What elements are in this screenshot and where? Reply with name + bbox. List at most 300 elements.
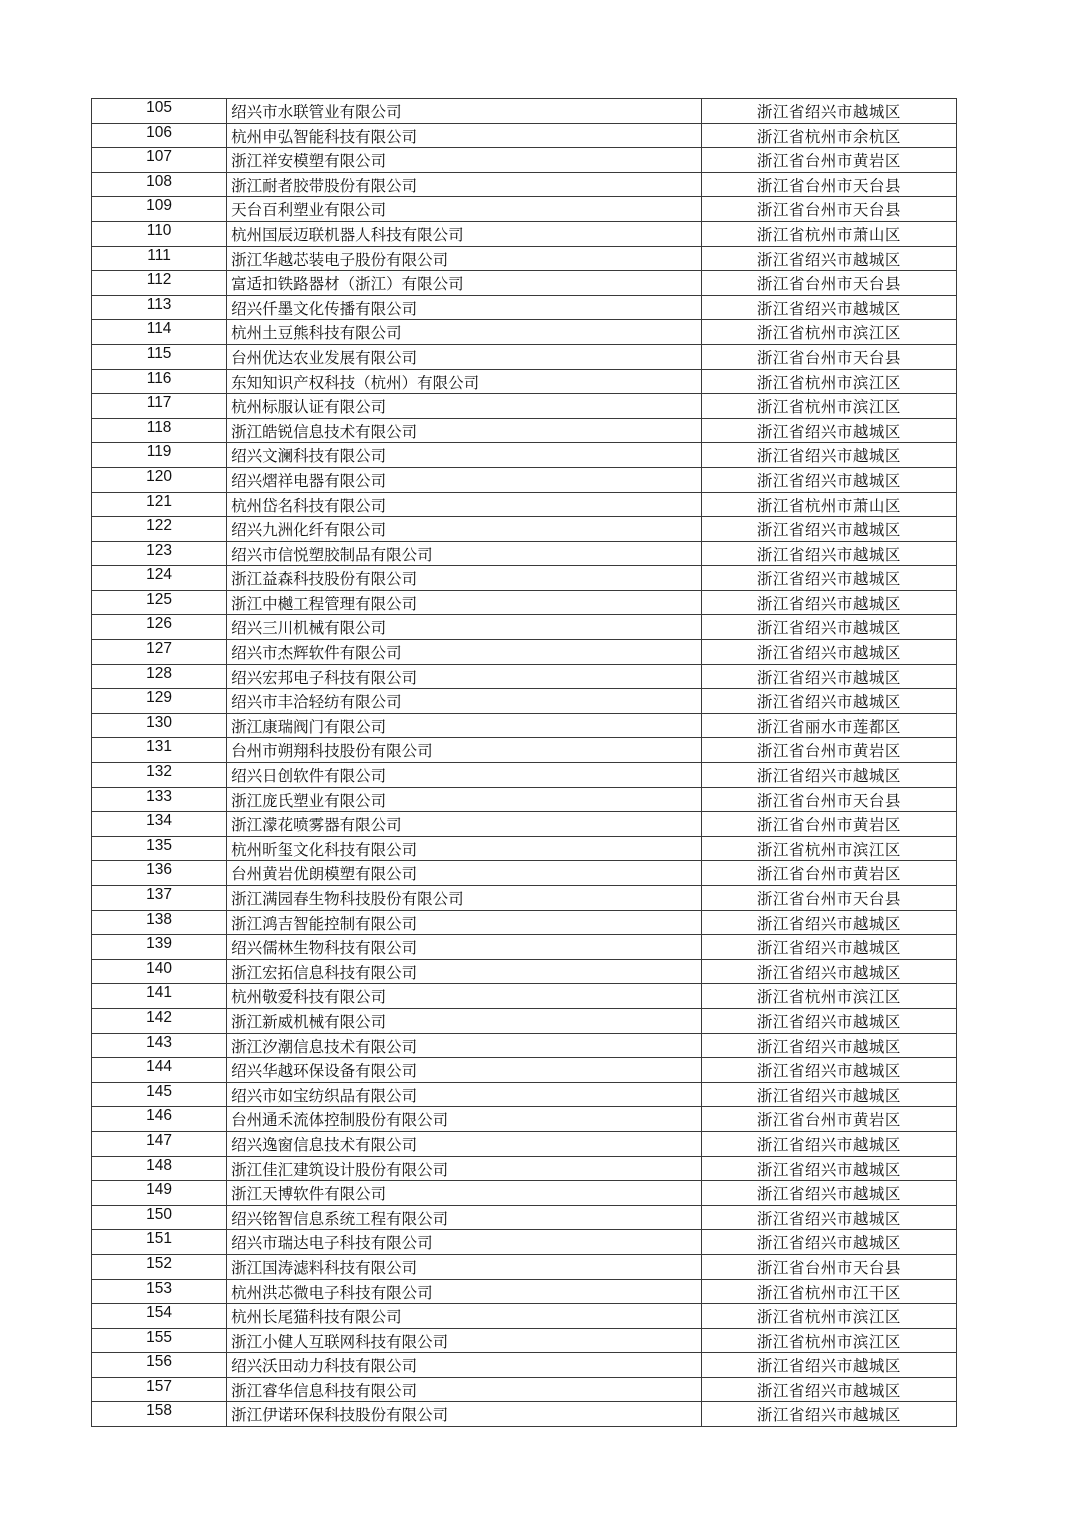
company-name: [227, 738, 702, 763]
company-location: [701, 861, 956, 886]
company-location: [701, 1131, 956, 1156]
company-name: [227, 197, 702, 222]
company-location-text: 浙江省绍兴市越城区: [756, 299, 901, 318]
company-location-text: 浙江省杭州市滨江区: [756, 840, 901, 859]
row-number: 108: [92, 172, 227, 197]
row-number: 136: [92, 861, 227, 886]
company-name: [227, 123, 702, 148]
row-number: 139: [92, 935, 227, 960]
company-location: [701, 812, 956, 837]
company-name: [227, 1254, 702, 1279]
company-name: [227, 99, 702, 124]
company-location: [701, 123, 956, 148]
company-location: [701, 1230, 956, 1255]
table-row: [92, 492, 957, 517]
company-location: [701, 910, 956, 935]
company-location: [701, 320, 956, 345]
company-name-text: 浙江满园春生物科技股份有限公司: [231, 890, 464, 908]
company-name: [227, 590, 702, 615]
company-location-text: 浙江省台州市黄岩区: [756, 152, 901, 171]
company-name-text: 浙江濛花喷雾器有限公司: [231, 816, 402, 835]
row-number: 142: [92, 1008, 227, 1033]
row-number: 145: [92, 1082, 227, 1107]
company-name-text: 浙江益森科技股份有限公司: [231, 570, 418, 589]
table-body: [92, 99, 957, 1427]
row-number: 123: [92, 541, 227, 566]
table-row: [92, 935, 957, 960]
company-name-text: 天台百利塑业有限公司: [231, 201, 387, 220]
company-location: [701, 172, 956, 197]
company-name-text: 浙江伊诺环保科技股份有限公司: [231, 1406, 449, 1425]
company-location-text: 浙江省杭州市滨江区: [756, 398, 901, 417]
row-number: 135: [92, 836, 227, 861]
company-name-text: 绍兴沃田动力科技有限公司: [231, 1357, 418, 1376]
table-row: [92, 566, 957, 591]
company-location: [701, 1156, 956, 1181]
company-name: [227, 172, 702, 197]
row-number: 107: [92, 148, 227, 173]
row-number: 153: [92, 1279, 227, 1304]
row-number: 155: [92, 1328, 227, 1353]
company-location: [701, 295, 956, 320]
company-name: [227, 1279, 702, 1304]
company-location-text: 浙江省杭州市滨江区: [756, 1308, 901, 1327]
company-name: [227, 1008, 702, 1033]
company-name: [227, 713, 702, 738]
company-name: [227, 763, 702, 788]
company-location-text: 浙江省绍兴市越城区: [756, 521, 901, 540]
company-location-text: 浙江省杭州市萧山区: [756, 496, 901, 515]
company-location-text: 浙江省绍兴市越城区: [756, 1012, 901, 1031]
company-name: [227, 221, 702, 246]
company-name: [227, 566, 702, 591]
company-location-text: 浙江省台州市黄岩区: [756, 865, 901, 884]
table-row: [92, 1082, 957, 1107]
company-name-text: 杭州标服认证有限公司: [231, 398, 387, 417]
company-location: [701, 713, 956, 738]
table-row: [92, 861, 957, 886]
company-name: [227, 787, 702, 812]
row-number: 158: [92, 1402, 227, 1427]
company-location-text: 浙江省杭州市滨江区: [756, 373, 901, 392]
table-row: [92, 1181, 957, 1206]
table-row: [92, 763, 957, 788]
company-location: [701, 615, 956, 640]
company-location: [701, 1082, 956, 1107]
company-name-text: 绍兴宏邦电子科技有限公司: [231, 668, 418, 687]
row-number: 137: [92, 886, 227, 911]
company-location-text: 浙江省杭州市滨江区: [756, 1332, 901, 1351]
company-name-text: 杭州申弘智能科技有限公司: [231, 127, 418, 146]
company-name-text: 浙江佳汇建筑设计股份有限公司: [231, 1160, 449, 1179]
company-name: [227, 935, 702, 960]
row-number: 111: [92, 246, 227, 271]
company-location-text: 浙江省绍兴市越城区: [756, 1357, 901, 1376]
company-name: [227, 418, 702, 443]
table-row: [92, 418, 957, 443]
company-location-text: 浙江省绍兴市越城区: [756, 1135, 901, 1154]
row-number: 131: [92, 738, 227, 763]
row-number: 156: [92, 1353, 227, 1378]
company-name: [227, 664, 702, 689]
row-number: 127: [92, 640, 227, 665]
row-number: 110: [92, 221, 227, 246]
company-location-text: 浙江省绍兴市越城区: [756, 422, 901, 441]
company-location: [701, 959, 956, 984]
company-name-text: 杭州昕玺文化科技有限公司: [231, 840, 418, 859]
company-location: [701, 517, 956, 542]
row-number: 144: [92, 1058, 227, 1083]
table-row: [92, 1377, 957, 1402]
company-name: [227, 1181, 702, 1206]
company-location: [701, 271, 956, 296]
row-number: 143: [92, 1033, 227, 1058]
company-location: [701, 787, 956, 812]
table-row: [92, 836, 957, 861]
company-name: [227, 886, 702, 911]
company-location-text: 浙江省绍兴市越城区: [756, 914, 901, 933]
company-name-text: 绍兴文澜科技有限公司: [231, 447, 387, 466]
table-row: [92, 246, 957, 271]
company-name-text: 浙江皓锐信息技术有限公司: [231, 422, 418, 441]
company-name-text: 浙江国涛滤料科技有限公司: [231, 1258, 418, 1277]
table-row: [92, 99, 957, 124]
company-name-text: 绍兴三川机械有限公司: [231, 619, 387, 638]
company-name-text: 绍兴市丰洽轻纺有限公司: [231, 693, 402, 712]
row-number: 120: [92, 467, 227, 492]
company-location-text: 浙江省杭州市滨江区: [756, 988, 901, 1007]
row-number: 140: [92, 959, 227, 984]
row-number: 113: [92, 295, 227, 320]
table-row: [92, 1328, 957, 1353]
table-row: [92, 123, 957, 148]
row-number: 116: [92, 369, 227, 394]
company-name: [227, 640, 702, 665]
company-name: [227, 836, 702, 861]
company-location-text: 浙江省绍兴市越城区: [756, 250, 901, 269]
table-row: [92, 959, 957, 984]
company-location: [701, 394, 956, 419]
company-name-text: 绍兴市信悦塑胶制品有限公司: [231, 545, 433, 564]
table-row: [92, 1058, 957, 1083]
company-name-text: 台州黄岩优朗模塑有限公司: [231, 865, 418, 884]
table-row: [92, 1107, 957, 1132]
company-location: [701, 443, 956, 468]
company-name-text: 绍兴铭智信息系统工程有限公司: [231, 1209, 449, 1228]
company-name: [227, 369, 702, 394]
company-location-text: 浙江省台州市天台县: [756, 890, 901, 908]
company-name-text: 浙江华越芯装电子股份有限公司: [231, 250, 449, 269]
table-row: [92, 910, 957, 935]
table-row: [92, 984, 957, 1009]
company-location-text: 浙江省绍兴市越城区: [756, 1160, 901, 1179]
company-name: [227, 1131, 702, 1156]
company-name-text: 浙江中樾工程管理有限公司: [231, 594, 418, 613]
table-row: [92, 1353, 957, 1378]
company-name-text: 绍兴儒林生物科技有限公司: [231, 939, 418, 958]
company-location: [701, 99, 956, 124]
row-number: 147: [92, 1131, 227, 1156]
company-location: [701, 984, 956, 1009]
company-location: [701, 418, 956, 443]
company-name-text: 杭州岱名科技有限公司: [231, 496, 387, 515]
company-location-text: 浙江省杭州市滨江区: [756, 324, 901, 343]
company-location: [701, 221, 956, 246]
row-number: 149: [92, 1181, 227, 1206]
company-location-text: 浙江省台州市黄岩区: [756, 742, 901, 761]
row-number: 148: [92, 1156, 227, 1181]
table-row: [92, 148, 957, 173]
company-name-text: 台州通禾流体控制股份有限公司: [231, 1111, 449, 1130]
company-name: [227, 1402, 702, 1427]
table-row: [92, 295, 957, 320]
row-number: 141: [92, 984, 227, 1009]
company-name: [227, 861, 702, 886]
company-location: [701, 640, 956, 665]
company-location: [701, 197, 956, 222]
table-row: [92, 1131, 957, 1156]
company-location-text: 浙江省台州市天台县: [756, 176, 901, 195]
company-location: [701, 1353, 956, 1378]
table-row: [92, 443, 957, 468]
row-number: 150: [92, 1205, 227, 1230]
company-name-text: 绍兴市如宝纺织品有限公司: [231, 1086, 418, 1105]
company-name: [227, 246, 702, 271]
company-location-text: 浙江省绍兴市越城区: [756, 1062, 901, 1081]
row-number: 125: [92, 590, 227, 615]
company-location-text: 浙江省台州市黄岩区: [756, 1111, 901, 1130]
company-location-text: 浙江省绍兴市越城区: [756, 1234, 901, 1253]
company-location-text: 浙江省杭州市余杭区: [756, 127, 901, 146]
company-location-text: 浙江省台州市天台县: [756, 201, 901, 220]
row-number: 105: [92, 99, 227, 124]
company-location: [701, 886, 956, 911]
company-location-text: 浙江省杭州市江干区: [756, 1283, 901, 1302]
company-name-text: 绍兴市瑞达电子科技有限公司: [231, 1234, 433, 1253]
company-location-text: 浙江省绍兴市越城区: [756, 1406, 901, 1425]
row-number: 112: [92, 271, 227, 296]
company-location-text: 浙江省绍兴市越城区: [756, 668, 901, 687]
company-location: [701, 1279, 956, 1304]
company-location: [701, 566, 956, 591]
company-location: [701, 1033, 956, 1058]
company-name: [227, 394, 702, 419]
row-number: 126: [92, 615, 227, 640]
company-name-text: 绍兴日创软件有限公司: [231, 767, 387, 786]
company-name-text: 浙江小健人互联网科技有限公司: [231, 1332, 449, 1351]
table-row: [92, 812, 957, 837]
table-row: [92, 271, 957, 296]
row-number: 152: [92, 1254, 227, 1279]
company-name: [227, 271, 702, 296]
table-row: [92, 344, 957, 369]
company-location-text: 浙江省绍兴市越城区: [756, 1381, 901, 1400]
table-row: [92, 615, 957, 640]
company-location: [701, 344, 956, 369]
company-location-text: 浙江省绍兴市越城区: [756, 963, 901, 982]
company-location: [701, 1254, 956, 1279]
company-name: [227, 467, 702, 492]
company-name-text: 富适扣铁路器材（浙江）有限公司: [231, 275, 464, 294]
row-number: 124: [92, 566, 227, 591]
table-row: [92, 197, 957, 222]
company-location: [701, 1304, 956, 1329]
company-name-text: 浙江睿华信息科技有限公司: [231, 1381, 418, 1400]
row-number: 109: [92, 197, 227, 222]
company-name: [227, 1353, 702, 1378]
company-name-text: 浙江祥安模塑有限公司: [231, 152, 387, 171]
company-name: [227, 148, 702, 173]
company-location-text: 浙江省绍兴市越城区: [756, 103, 901, 121]
table-row: [92, 1304, 957, 1329]
company-location: [701, 541, 956, 566]
table-row: [92, 320, 957, 345]
company-location-text: 浙江省绍兴市越城区: [756, 1037, 901, 1056]
company-name-text: 东知知识产权科技（杭州）有限公司: [231, 373, 480, 392]
table-row: [92, 886, 957, 911]
company-name: [227, 517, 702, 542]
row-number: 130: [92, 713, 227, 738]
company-location-text: 浙江省台州市天台县: [756, 791, 901, 810]
company-location-text: 浙江省台州市天台县: [756, 348, 901, 367]
company-name: [227, 1107, 702, 1132]
company-location: [701, 1205, 956, 1230]
company-location: [701, 1181, 956, 1206]
company-name: [227, 295, 702, 320]
company-location: [701, 1328, 956, 1353]
table-row: [92, 1402, 957, 1427]
company-name-text: 绍兴熠祥电器有限公司: [231, 471, 387, 490]
row-number: 117: [92, 394, 227, 419]
row-number: 106: [92, 123, 227, 148]
company-name: [227, 689, 702, 714]
company-name-text: 绍兴华越环保设备有限公司: [231, 1062, 418, 1081]
company-name-text: 杭州国辰迈联机器人科技有限公司: [231, 225, 464, 244]
company-name: [227, 1082, 702, 1107]
company-location: [701, 836, 956, 861]
table-row: [92, 640, 957, 665]
company-location-text: 浙江省绍兴市越城区: [756, 447, 901, 466]
company-name: [227, 541, 702, 566]
row-number: 122: [92, 517, 227, 542]
row-number: 154: [92, 1304, 227, 1329]
company-location: [701, 1107, 956, 1132]
company-name: [227, 1033, 702, 1058]
table-row: [92, 1254, 957, 1279]
company-name-text: 浙江耐者胶带股份有限公司: [231, 176, 418, 195]
company-name: [227, 615, 702, 640]
company-name-text: 绍兴市杰辉软件有限公司: [231, 644, 402, 663]
company-location: [701, 492, 956, 517]
company-name-text: 绍兴市水联管业有限公司: [231, 103, 402, 121]
company-location-text: 浙江省绍兴市越城区: [756, 1086, 901, 1105]
company-name-text: 绍兴逸窗信息技术有限公司: [231, 1135, 418, 1154]
company-name: [227, 959, 702, 984]
company-name-text: 浙江宏拓信息科技有限公司: [231, 963, 418, 982]
row-number: 151: [92, 1230, 227, 1255]
company-name: [227, 1230, 702, 1255]
row-number: 114: [92, 320, 227, 345]
table-row: [92, 1205, 957, 1230]
row-number: 133: [92, 787, 227, 812]
company-name: [227, 492, 702, 517]
company-name-text: 绍兴九洲化纤有限公司: [231, 521, 387, 540]
company-location: [701, 148, 956, 173]
row-number: 146: [92, 1107, 227, 1132]
table-row: [92, 713, 957, 738]
row-number: 129: [92, 689, 227, 714]
company-name-text: 浙江新威机械有限公司: [231, 1012, 387, 1031]
company-location: [701, 1008, 956, 1033]
table-row: [92, 1033, 957, 1058]
company-name-text: 浙江鸿吉智能控制有限公司: [231, 914, 418, 933]
row-number: 128: [92, 664, 227, 689]
company-location: [701, 689, 956, 714]
company-name: [227, 320, 702, 345]
company-location-text: 浙江省杭州市萧山区: [756, 225, 901, 244]
company-name-text: 浙江庞氏塑业有限公司: [231, 791, 387, 810]
company-location-text: 浙江省台州市天台县: [756, 1258, 901, 1277]
company-name: [227, 1377, 702, 1402]
company-name: [227, 984, 702, 1009]
table-row: [92, 738, 957, 763]
table-row: [92, 689, 957, 714]
company-location: [701, 369, 956, 394]
table-row: [92, 369, 957, 394]
company-location: [701, 1377, 956, 1402]
table-row: [92, 590, 957, 615]
row-number: 132: [92, 763, 227, 788]
company-location-text: 浙江省绍兴市越城区: [756, 619, 901, 638]
table-row: [92, 1230, 957, 1255]
company-name-text: 浙江康瑞阀门有限公司: [231, 717, 387, 736]
company-location-text: 浙江省绍兴市越城区: [756, 545, 901, 564]
company-location: [701, 590, 956, 615]
company-location: [701, 246, 956, 271]
company-location-text: 浙江省绍兴市越城区: [756, 471, 901, 490]
row-number: 119: [92, 443, 227, 468]
table-row: [92, 787, 957, 812]
row-number: 118: [92, 418, 227, 443]
company-list-table: [91, 98, 957, 1427]
row-number: 138: [92, 910, 227, 935]
company-location-text: 浙江省绍兴市越城区: [756, 644, 901, 663]
row-number: 134: [92, 812, 227, 837]
company-name-text: 杭州敬爱科技有限公司: [231, 988, 387, 1007]
table-row: [92, 467, 957, 492]
table-row: [92, 664, 957, 689]
table-row: [92, 1008, 957, 1033]
company-location-text: 浙江省绍兴市越城区: [756, 1185, 901, 1204]
company-location-text: 浙江省绍兴市越城区: [756, 1209, 901, 1228]
row-number: 121: [92, 492, 227, 517]
company-location-text: 浙江省绍兴市越城区: [756, 570, 901, 589]
company-name: [227, 443, 702, 468]
table-row: [92, 1279, 957, 1304]
table-row: [92, 517, 957, 542]
company-name-text: 台州市朔翔科技股份有限公司: [231, 742, 433, 761]
company-name: [227, 1304, 702, 1329]
table-row: [92, 541, 957, 566]
company-name: [227, 1156, 702, 1181]
table-row: [92, 1156, 957, 1181]
company-location-text: 浙江省台州市黄岩区: [756, 816, 901, 835]
company-location: [701, 738, 956, 763]
company-location: [701, 1058, 956, 1083]
company-name: [227, 1058, 702, 1083]
company-location: [701, 763, 956, 788]
company-location: [701, 467, 956, 492]
